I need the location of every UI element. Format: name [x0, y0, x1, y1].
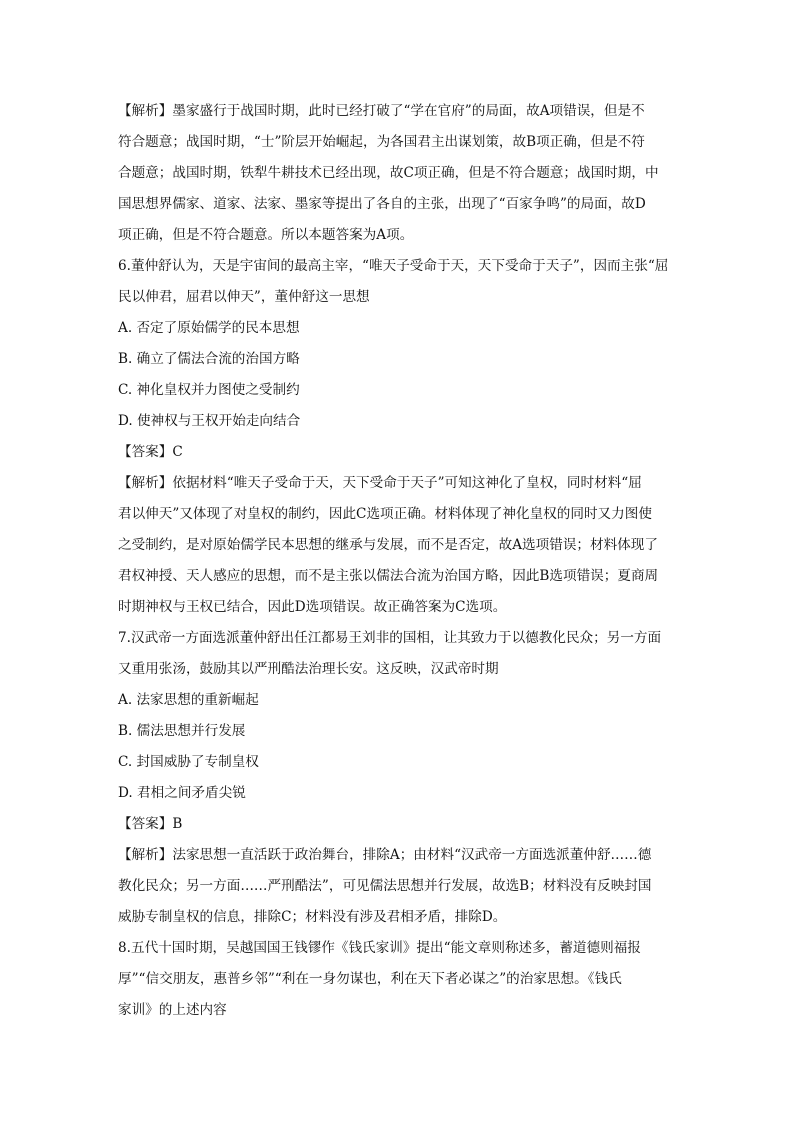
question-7-analysis-line-1: 【解析】法家思想一直活跃于政治舞台，排除A；由材料“汉武帝一方面选派董仲舒……德 — [118, 847, 652, 863]
question-8-stem-line-1: 8.五代十国时期，吴越国国王钱镠作《钱氏家训》提出“能文章则称述多，蓄道德则福报 — [118, 940, 641, 956]
question-7-option-b: B. 儒法思想并行发展 — [118, 723, 246, 739]
question-6-analysis-line-3: 之受制约，是对原始儒学民本思想的继承与发展，而不是否定，故A选项错误；材料体现了 — [118, 537, 658, 553]
question-7-option-d: D. 君相之间矛盾尖锐 — [118, 785, 246, 801]
analysis-5-line-3: 合题意；战国时期，铁犁牛耕技术已经出现，故C项正确，但是不符合题意；战国时期，中 — [118, 165, 659, 181]
analysis-5-line-2: 符合题意；战国时期，“士”阶层开始崛起，为各国君主出谋划策，故B项正确，但是不符 — [118, 134, 645, 150]
question-6-analysis-line-4: 君权神授、天人感应的思想，而不是主张以儒法合流为治国方略，因此B选项错误；夏商周 — [118, 568, 659, 584]
question-7-option-a: A. 法家思想的重新崛起 — [118, 692, 259, 708]
question-7-option-c: C. 封国威胁了专制皇权 — [118, 754, 259, 770]
question-7-answer: 【答案】B — [118, 816, 183, 832]
analysis-5-line-5: 项正确，但是不符合题意。所以本题答案为A项。 — [118, 227, 414, 243]
question-6-stem-line-2: 民以伸君，屈君以伸天”，董仲舒这一思想 — [118, 289, 370, 305]
question-7-stem-line-2: 又重用张汤，鼓励其以严刑酷法治理长安。这反映，汉武帝时期 — [118, 661, 499, 677]
question-7-analysis-line-3: 威胁专制皇权的信息，排除C；材料没有涉及君相矛盾，排除D。 — [118, 909, 507, 925]
analysis-5-line-1: 【解析】墨家盛行于战国时期，此时已经打破了“学在官府”的局面，故A项错误，但是不 — [118, 103, 645, 119]
question-6-option-a: A. 否定了原始儒学的民本思想 — [118, 320, 300, 336]
question-6-option-d: D. 使神权与王权开始走向结合 — [118, 413, 301, 429]
question-6-option-c: C. 神化皇权并力图使之受制约 — [118, 382, 300, 398]
question-6-analysis-line-2: 君以伸天”又体现了对皇权的制约，因此C选项正确。材料体现了神化皇权的同时又力图使 — [118, 506, 652, 522]
question-6-analysis-line-1: 【解析】依据材料“唯天子受命于天，天下受命于天子”可知这神化了皇权，同时材料“屈 — [118, 475, 642, 491]
question-8-stem-line-2: 厚”“信交朋友，惠普乡邻”“利在一身勿谋也，利在天下者必谋之”的治家思想。《钱氏 — [118, 971, 622, 987]
question-6-answer: 【答案】C — [118, 444, 183, 460]
question-6-stem-line-1: 6.董仲舒认为，天是宇宙间的最高主宰，“唯天子受命于天，天下受命于天子”，因而主张“屈 — [118, 258, 669, 274]
analysis-5-line-4: 国思想界儒家、道家、法家、墨家等提出了各自的主张，出现了“百家争鸣”的局面，故D — [118, 196, 646, 212]
question-6-option-b: B. 确立了儒法合流的治国方略 — [118, 351, 300, 367]
question-6-analysis-line-5: 时期神权与王权已结合，因此D选项错误。故正确答案为C选项。 — [118, 599, 507, 615]
question-7-analysis-line-2: 教化民众；另一方面……严刑酷法”，可见儒法思想并行发展，故选B；材料没有反映封国 — [118, 878, 652, 894]
question-8-stem-line-3: 家训》的上述内容 — [118, 1002, 227, 1018]
question-7-stem-line-1: 7.汉武帝一方面选派董仲舒出任江都易王刘非的国相，让其致力于以德教化民众；另一方面 — [118, 630, 662, 646]
